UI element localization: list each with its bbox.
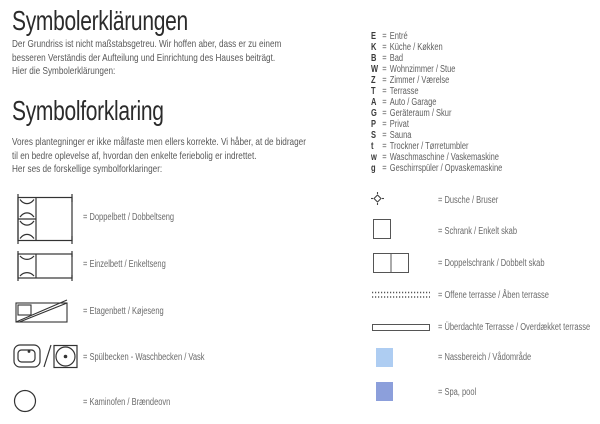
abbr-letter: Z bbox=[371, 75, 376, 86]
abbr-desc: Terrasse bbox=[389, 86, 419, 97]
abbr-letter: t bbox=[371, 141, 374, 152]
covered-terrace-icon bbox=[372, 324, 430, 331]
equals-sign: = bbox=[382, 31, 387, 42]
wet-area-swatch bbox=[376, 348, 393, 367]
equals-sign: = bbox=[382, 64, 387, 75]
abbr-row-dishwasher bbox=[371, 163, 502, 174]
abbr-desc: Geschirrspüler / Opvaskemaskine bbox=[389, 163, 503, 174]
equals-sign: = bbox=[382, 163, 387, 174]
equals-sign: = bbox=[382, 53, 387, 64]
abbr-letter: g bbox=[371, 163, 376, 174]
equals-sign: = bbox=[382, 108, 387, 119]
abbr-desc: Trockner / Tørretumbler bbox=[389, 141, 469, 152]
abbr-desc: Zimmer / Værelse bbox=[389, 75, 450, 86]
abbr-desc: Küche / Køkken bbox=[389, 42, 443, 53]
abbr-letter: G bbox=[371, 108, 377, 119]
abbr-letter: K bbox=[371, 42, 377, 53]
single-bed-label: = Einzelbett / Enkeltseng bbox=[83, 259, 166, 270]
abbr-row-room bbox=[371, 75, 502, 86]
double-cabinet-icon bbox=[373, 253, 409, 273]
double-bed-label: = Doppelbett / Dobbeltseng bbox=[83, 212, 175, 223]
single-cabinet-label: = Schrank / Enkelt skab bbox=[438, 226, 518, 237]
equals-sign: = bbox=[382, 86, 387, 97]
intro-danish-line1: Vores plantegninger er ikke målfaste men ellers korrekte. Vi håber, at de bidrager bbox=[12, 136, 306, 148]
abbreviation-list bbox=[371, 31, 502, 174]
abbr-row-bath bbox=[371, 53, 502, 64]
sink-icons bbox=[13, 343, 80, 369]
abbr-row-kitchen bbox=[371, 42, 502, 53]
intro-german bbox=[12, 38, 281, 79]
equals-sign: = bbox=[382, 119, 387, 130]
abbr-desc: Bad bbox=[389, 53, 404, 64]
equals-sign: = bbox=[382, 75, 387, 86]
abbr-desc: Geräteraum / Skur bbox=[389, 108, 452, 119]
double-cabinet-label: = Doppelschrank / Dobbelt skab bbox=[438, 258, 545, 269]
abbr-desc: Auto / Garage bbox=[389, 97, 437, 108]
covered-terrace-label: = Überdachte Terrasse / Overdækket terrasse bbox=[438, 322, 591, 333]
sink-label: = Spülbecken - Waschbecken / Vask bbox=[83, 352, 205, 363]
abbr-letter: E bbox=[371, 31, 377, 42]
equals-sign: = bbox=[382, 42, 387, 53]
spa-pool-label: = Spa, pool bbox=[438, 387, 477, 398]
abbr-letter: T bbox=[371, 86, 376, 97]
abbr-letter: W bbox=[371, 64, 379, 75]
heading-german: Symbolerklärungen bbox=[12, 5, 188, 36]
shower-icon bbox=[371, 192, 384, 205]
intro-danish-line2: til en bedre oplevelse af, hvordan den enkelte feriebolig er indrettet. bbox=[12, 149, 257, 162]
abbr-desc: Waschmaschine / Vaskemaskine bbox=[389, 152, 499, 163]
abbr-row-terrace bbox=[371, 86, 502, 97]
abbr-row-private bbox=[371, 119, 502, 130]
equals-sign: = bbox=[382, 152, 387, 163]
abbr-row-sauna bbox=[371, 130, 502, 141]
intro-german-line3: Hier die Symbolerklärungen: bbox=[12, 65, 116, 77]
abbr-desc: Entré bbox=[389, 31, 408, 42]
open-terrace-icon bbox=[372, 291, 430, 299]
single-cabinet-icon bbox=[373, 219, 391, 239]
bunk-bed-label: = Etagenbett / Køjeseng bbox=[83, 306, 164, 317]
intro-danish-line3: Her ses de forskellige symbolforklaringer: bbox=[12, 163, 163, 175]
equals-sign: = bbox=[382, 130, 387, 141]
intro-german-line2: besseren Verständis der Aufteilung und Einrichtung des Hauses beiträgt. bbox=[12, 51, 276, 64]
double-bed-icon bbox=[15, 194, 74, 244]
abbr-row-garage bbox=[371, 97, 502, 108]
wood-stove-label: = Kaminofen / Brændeovn bbox=[83, 397, 171, 408]
intro-danish bbox=[12, 136, 306, 177]
equals-sign: = bbox=[382, 97, 387, 108]
abbr-row-washer bbox=[371, 152, 502, 163]
intro-german-line1: Der Grundriss ist nicht maßstabsgetreu. Wir hoffen aber, dass er zu einem bbox=[12, 38, 282, 50]
abbr-letter: w bbox=[371, 152, 377, 163]
abbr-desc: Privat bbox=[389, 119, 409, 130]
open-terrace-label: = Offene terrasse / Åben terrasse bbox=[438, 290, 549, 301]
abbr-row-shed bbox=[371, 108, 502, 119]
abbr-desc: Sauna bbox=[389, 130, 412, 141]
abbr-row-livingroom bbox=[371, 64, 502, 75]
wood-stove-icon bbox=[13, 389, 37, 413]
abbr-desc: Wohnzimmer / Stue bbox=[389, 64, 456, 75]
heading-danish: Symbolforklaring bbox=[12, 95, 164, 126]
abbr-letter: A bbox=[371, 97, 377, 108]
shower-label: = Dusche / Bruser bbox=[438, 195, 499, 206]
bunk-bed-icon bbox=[15, 299, 69, 324]
abbr-letter: P bbox=[371, 119, 377, 130]
single-bed-icon bbox=[15, 251, 74, 281]
spa-pool-swatch bbox=[376, 382, 393, 401]
abbr-row-dryer bbox=[371, 141, 502, 152]
abbr-letter: B bbox=[371, 53, 377, 64]
equals-sign: = bbox=[382, 141, 387, 152]
abbr-row-entre bbox=[371, 31, 502, 42]
wet-area-label: = Nassbereich / Vådområde bbox=[438, 352, 532, 363]
abbr-letter: S bbox=[371, 130, 377, 141]
